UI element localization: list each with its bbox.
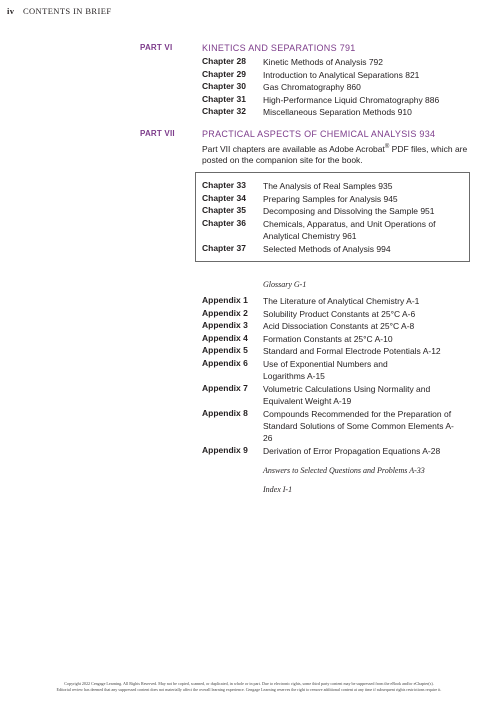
registered-mark: ®: [384, 144, 390, 150]
appendix-row: [0, 383, 498, 408]
footer-line: Copyright 2022 Cengage Learning. All Rights Reserved. May not be copied, scanned, or duplicated, in whole or in part. Due to electronic rights, some third party content may be suppressed from the eBook and/or eChapter(s).: [64, 681, 434, 686]
chapter-row: [0, 81, 498, 94]
index-entry: Index I-1: [263, 485, 293, 494]
appendix-row: [0, 345, 498, 358]
appendix-row: [0, 445, 498, 458]
chapter-title: Miscellaneous Separation Methods 910: [263, 107, 412, 117]
chapter-title: Selected Methods of Analysis 994: [263, 243, 391, 254]
appendix-row: [0, 295, 498, 308]
chapter-title: The Analysis of Real Samples 935: [263, 181, 393, 191]
chapter-row: [0, 205, 498, 218]
part-label: PART VI: [140, 43, 173, 52]
chapter-title: Chemicals, Apparatus, and Unit Operations of Analytical Chemistry 961: [263, 218, 436, 241]
appendix-row: [0, 408, 498, 445]
appendix-label: Appendix 6: [202, 357, 248, 368]
chapter-title: Decomposing and Dissolving the Sample 951: [263, 206, 435, 216]
appendix-label: Appendix 5: [202, 345, 248, 355]
chapter-label: Chapter 36: [202, 217, 246, 228]
appendix-row: [0, 308, 498, 321]
page-number: iv: [7, 6, 15, 16]
appendix-title: Standard and Formal Electrode Potentials A-12: [263, 346, 441, 356]
chapter-label: Chapter 32: [202, 106, 246, 116]
chapter-title: Introduction to Analytical Separations 821: [263, 69, 420, 80]
copyright-footer: [0, 681, 498, 693]
chapter-row: [0, 218, 498, 243]
appendix-list: [0, 295, 498, 457]
chapter-label: Chapter 37: [202, 242, 246, 253]
note-text: PDF files, which are posted on the companion site for the book.: [202, 143, 468, 166]
part-vi-chapter-list: [0, 56, 498, 119]
appendix-title: Derivation of Error Propagation Equations A-28: [263, 445, 441, 456]
appendix-title: Volumetric Calculations Using Normality and Equivalent Weight A-19: [263, 383, 431, 406]
chapter-label: Chapter 35: [202, 205, 246, 215]
chapter-row: [0, 193, 498, 206]
appendix-title: Use of Exponential Numbers and Logarithms A-15: [263, 358, 388, 381]
appendix-label: Appendix 3: [202, 320, 248, 330]
chapter-title: High-Performance Liquid Chromatography 886: [263, 94, 440, 105]
chapter-row: [0, 180, 498, 193]
chapter-row: [0, 69, 498, 82]
part-label: PART VII: [140, 129, 175, 138]
appendix-label: Appendix 2: [202, 307, 248, 318]
appendix-label: Appendix 7: [202, 382, 248, 393]
appendix-label: Appendix 4: [202, 332, 248, 343]
chapter-label: Chapter 33: [202, 180, 246, 190]
note-text: Part VII chapters are available as Adobe Acrobat: [202, 143, 385, 154]
appendix-label: Appendix 9: [202, 444, 248, 455]
appendix-label: Appendix 1: [202, 295, 248, 305]
glossary-entry: Glossary G-1: [263, 280, 307, 289]
chapter-row: [0, 106, 498, 119]
part-vii-note: [202, 142, 472, 167]
chapter-row: [0, 243, 498, 256]
chapter-title: Kinetic Methods of Analysis 792: [263, 57, 384, 67]
running-head: [7, 6, 111, 16]
appendix-label: Appendix 8: [202, 407, 248, 418]
appendix-title: The Literature of Analytical Chemistry A-1: [263, 296, 420, 306]
chapter-title: Preparing Samples for Analysis 945: [263, 193, 398, 204]
chapter-label: Chapter 29: [202, 68, 246, 79]
appendix-title: Formation Constants at 25°C A-10: [263, 333, 393, 344]
appendix-title: Acid Dissociation Constants at 25°C A-8: [263, 321, 415, 331]
appendix-row: [0, 320, 498, 333]
answers-entry: Answers to Selected Questions and Problems A-33: [263, 466, 425, 475]
chapter-label: Chapter 31: [202, 93, 246, 104]
part-title: PRACTICAL ASPECTS OF CHEMICAL ANALYSIS 934: [202, 129, 436, 139]
appendix-title: Compounds Recommended for the Preparation of Standard Solutions of Some Common Elements A-26: [263, 408, 454, 444]
running-head-title: CONTENTS IN BRIEF: [22, 6, 112, 16]
part-vii-chapter-list: [0, 180, 498, 255]
chapter-label: Chapter 30: [202, 81, 246, 91]
part-title: KINETICS AND SEPARATIONS 791: [202, 43, 356, 53]
appendix-row: [0, 358, 498, 383]
chapter-row: [0, 94, 498, 107]
footer-line: Editorial review has deemed that any suppressed content does not materially affect the overall learning experience. Cengage Learning reserves the right to remove additional content at any time if subsequent rights restrictions require it.: [56, 687, 442, 692]
chapter-label: Chapter 34: [202, 192, 246, 203]
appendix-title: Solubility Product Constants at 25°C A-6: [263, 308, 416, 319]
appendix-row: [0, 333, 498, 346]
chapter-title: Gas Chromatography 860: [263, 82, 361, 92]
chapter-label: Chapter 28: [202, 56, 246, 66]
chapter-row: [0, 56, 498, 69]
